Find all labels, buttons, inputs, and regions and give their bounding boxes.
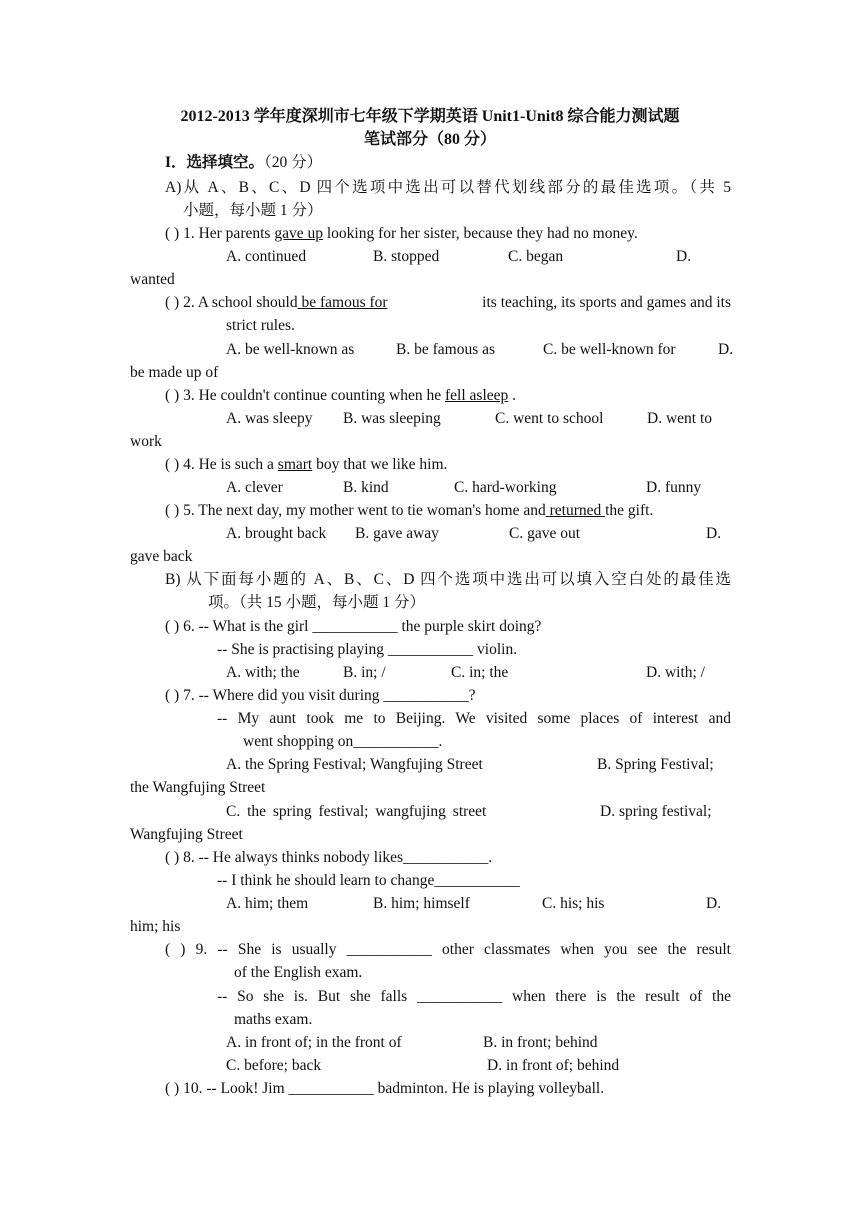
q2-option-d-wrap: be made up of (130, 364, 219, 381)
part-a-instruction-cont: 小题，每小题 1 分） (183, 202, 323, 219)
q1-option-d-wrap: wanted (130, 271, 175, 288)
q6-option-b: B. in; / (343, 664, 386, 681)
q5-text: ( ) 5. The next day, my mother went to tie woman's home and (165, 502, 546, 519)
question-6: ( ) 6. -- What is the girl ___________ the purple skirt doing? (165, 618, 542, 635)
q8-option-b: B. him; himself (373, 895, 470, 912)
q7-option-c: C. the spring festival; wangfujing street (226, 803, 487, 820)
q9-line-3: -- So she is. But she falls ___________ when there is the result of the (217, 988, 731, 1005)
q9-line-2: of the English exam. (234, 964, 363, 981)
section-title: I．选择填空。 (165, 154, 265, 171)
q8-option-d: D. (706, 895, 722, 912)
q7-option-b: B. Spring Festival; (597, 756, 714, 773)
question-7: ( ) 7. -- Where did you visit during ___________? (165, 687, 476, 704)
q2-option-a: A. be well-known as (226, 341, 355, 358)
q2-text: ( ) 2. A school should (165, 294, 298, 311)
q5-option-c: C. gave out (509, 525, 581, 542)
q3-option-d: D. went to (647, 410, 713, 427)
q7-option-a: A. the Spring Festival; Wangfujing Street (226, 756, 483, 773)
q4-text: ( ) 4. He is such a (165, 456, 278, 473)
q9-option-b: B. in front; behind (483, 1034, 598, 1051)
q2-option-d: D. (718, 341, 734, 358)
question-3 (165, 384, 516, 407)
question-9: ( ) 9. -- She is usually ___________ other classmates when you see the result (165, 941, 731, 958)
q1-option-b: B. stopped (373, 248, 440, 265)
q3-option-d-wrap: work (130, 433, 162, 450)
question-10: ( ) 10. -- Look! Jim ___________ badminton. He is playing volleyball. (165, 1080, 605, 1097)
question-8: ( ) 8. -- He always thinks nobody likes___________. (165, 849, 493, 866)
q2-underlined: be famous for (297, 294, 388, 311)
q5-option-d: D. (706, 525, 722, 542)
q5-option-b: B. gave away (355, 525, 439, 542)
part-a-instruction: A)从 A、B、C、D 四个选项中选出可以替代划线部分的最佳选项。（共 5 (165, 179, 731, 196)
part-b-instruction: B) 从下面每小题的 A、B、C、D 四个选项中选出可以填入空白处的最佳选 (165, 571, 731, 588)
q3-option-c: C. went to school (495, 410, 604, 427)
q9-line-4: maths exam. (234, 1011, 313, 1028)
q6-option-a: A. with; the (226, 664, 300, 681)
q3-underlined: fell asleep (445, 387, 509, 404)
q5-option-a: A. brought back (226, 525, 327, 542)
q9-option-c: C. before; back (226, 1057, 322, 1074)
q8-option-a: A. him; them (226, 895, 309, 912)
q1-text: ( ) 1. Her parents (165, 225, 275, 242)
q8-option-c: C. his; his (542, 895, 605, 912)
question-5 (165, 499, 653, 522)
q4-option-a: A. clever (226, 479, 283, 496)
q6-line-2: -- She is practising playing ___________ violin. (217, 641, 518, 658)
q1-option-c: C. began (508, 248, 564, 265)
q8-line-2: -- I think he should learn to change___________ (217, 872, 520, 889)
question-2 (165, 291, 731, 314)
q2-option-b: B. be famous as (396, 341, 496, 358)
q5-text-end: the gift. (605, 502, 654, 519)
q6-option-c: C. in; the (451, 664, 509, 681)
question-4 (165, 453, 447, 476)
exam-subtitle: 笔试部分（80 分） (363, 131, 496, 148)
q2-text-cont: strict rules. (226, 317, 295, 334)
q4-option-d: D. funny (646, 479, 702, 496)
q2-option-c: C. be well-known for (543, 341, 676, 358)
q4-text-end: boy that we like him. (312, 456, 448, 473)
q3-text-end: . (508, 387, 517, 404)
q5-underlined: returned (545, 502, 606, 519)
q4-option-b: B. kind (343, 479, 389, 496)
q2-text-end: its teaching, its sports and games and its (482, 294, 731, 311)
q4-option-c: C. hard-working (454, 479, 557, 496)
q7-line-2: -- My aunt took me to Beijing. We visited some places of interest and (217, 710, 731, 727)
section-points: （20 分） (264, 154, 323, 171)
q7-option-b-wrap: the Wangfujing Street (130, 779, 266, 796)
section-heading (165, 151, 322, 174)
part-b-instruction-cont: 项。（共 15 小题，每小题 1 分） (208, 594, 426, 611)
q3-option-a: A. was sleepy (226, 410, 313, 427)
q9-option-d: D. in front of; behind (487, 1057, 620, 1074)
q7-option-d: D. spring festival; (600, 803, 712, 820)
q7-line-3: went shopping on___________. (243, 733, 443, 750)
q1-option-a: A. continued (226, 248, 307, 265)
q1-option-d: D. (676, 248, 692, 265)
q8-option-d-wrap: him; his (130, 918, 181, 935)
q9-option-a: A. in front of; in the front of (226, 1034, 402, 1051)
q6-option-d: D. with; / (646, 664, 705, 681)
question-1 (165, 222, 638, 245)
q7-option-d-wrap: Wangfujing Street (130, 826, 243, 843)
q1-underlined: gave up (274, 225, 323, 242)
q4-underlined: smart (277, 456, 313, 473)
q3-option-b: B. was sleeping (343, 410, 441, 427)
exam-title: 2012-2013 学年度深圳市七年级下学期英语 Unit1-Unit8 综合能力测试题 (180, 108, 680, 125)
q1-text-end: looking for her sister, because they had no money. (322, 225, 638, 242)
q5-option-d-wrap: gave back (130, 548, 193, 565)
q3-text: ( ) 3. He couldn't continue counting when he (165, 387, 445, 404)
